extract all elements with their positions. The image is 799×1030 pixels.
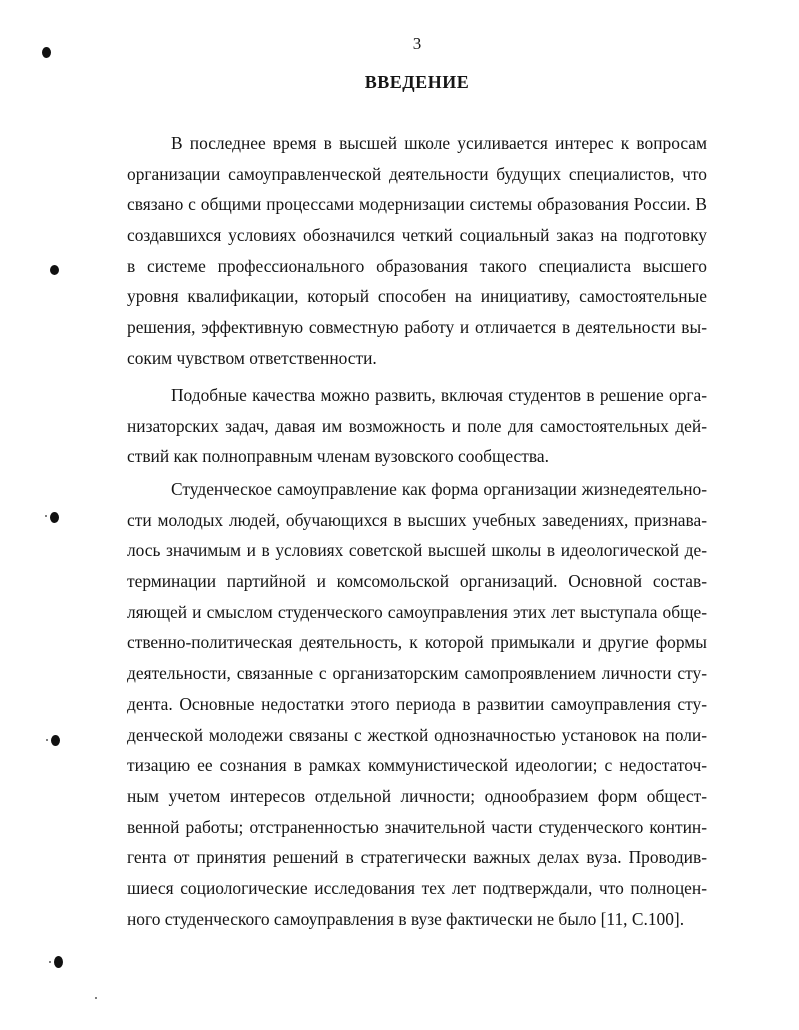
- text-line: сти молодых людей, обучающихся в высших учебных заведениях, признава-: [127, 509, 707, 530]
- text-line: гента от принятия решений в стратегически важных делах вуза. Проводив-: [127, 847, 707, 868]
- page-number: 3: [412, 34, 422, 53]
- text-line: низаторских задач, давая им возможность и поле для самостоятельных дей-: [127, 415, 707, 436]
- text-line: ным учетом интересов отдельной личности; однообразием форм общест-: [127, 785, 707, 806]
- text-line: уровня квалификации, который способен на инициативу, самостоятельные: [127, 286, 707, 307]
- text-line: В последнее время в высшей школе усиливается интерес к вопросам: [171, 133, 707, 153]
- scan-speck: [49, 961, 51, 963]
- text-line: венной работы; отстраненностью значительной части студенческого контин-: [127, 816, 707, 837]
- text-line: шиеся социологические исследования тех лет подтверждали, что полноцен-: [127, 877, 707, 898]
- text-line: ного студенческого самоуправления в вузе фактически не было [11, С.100].: [127, 908, 685, 929]
- text-line: создавшихся условиях обозначился четкий социальный заказ на подготовку: [127, 225, 707, 246]
- scan-speck: [45, 515, 47, 517]
- binding-hole-mark: [50, 265, 59, 275]
- page-title: ВВЕДЕНИЕ: [364, 72, 470, 92]
- binding-hole-mark: [51, 735, 60, 746]
- text-line: решения, эффективную совместную работу и отличается в деятельности вы-: [127, 317, 707, 338]
- text-line: связано с общими процессами модернизации системы образования России. В: [127, 194, 707, 215]
- binding-hole-mark: [50, 512, 59, 523]
- text-line: ствий как полноправным членам вузовского сообщества.: [127, 446, 549, 467]
- text-line: деятельности, связанные с организаторским самопроявлением личности сту-: [127, 663, 707, 684]
- scan-speck: [95, 997, 97, 999]
- text-line: денческой молодежи связаны с жесткой однозначностью установок на поли-: [127, 724, 707, 745]
- text-line: ляющей и смыслом студенческого самоуправления этих лет выступала обще-: [127, 601, 707, 622]
- text-line: ственно-политическая деятельность, к которой примыкали и другие формы: [127, 632, 707, 653]
- text-line: в системе профессионального образования такого специалиста высшего: [127, 255, 707, 276]
- text-line: дента. Основные недостатки этого периода в развитии самоуправления сту-: [127, 693, 707, 714]
- scan-speck: [46, 739, 48, 741]
- text-line: организации самоуправленческой деятельности будущих специалистов, что: [127, 163, 707, 184]
- paragraph-3: [127, 474, 707, 934]
- text-line: терминации партийной и комсомольской организаций. Основной состав-: [127, 571, 707, 592]
- text-line: Подобные качества можно развить, включая студентов в решение орга-: [171, 385, 707, 405]
- paragraph-1: [127, 128, 707, 374]
- text-line: соким чувством ответственности.: [127, 347, 377, 368]
- text-line: лось значимым и в условиях советской высшей школы в идеологической де-: [127, 540, 707, 561]
- text-line: Студенческое самоуправление как форма организации жизнедеятельно-: [171, 479, 707, 499]
- binding-hole-mark: [54, 956, 63, 968]
- paragraph-2: [127, 380, 707, 472]
- text-line: тизацию ее сознания в рамках коммунистической идеологии; с недостаточ-: [127, 755, 707, 776]
